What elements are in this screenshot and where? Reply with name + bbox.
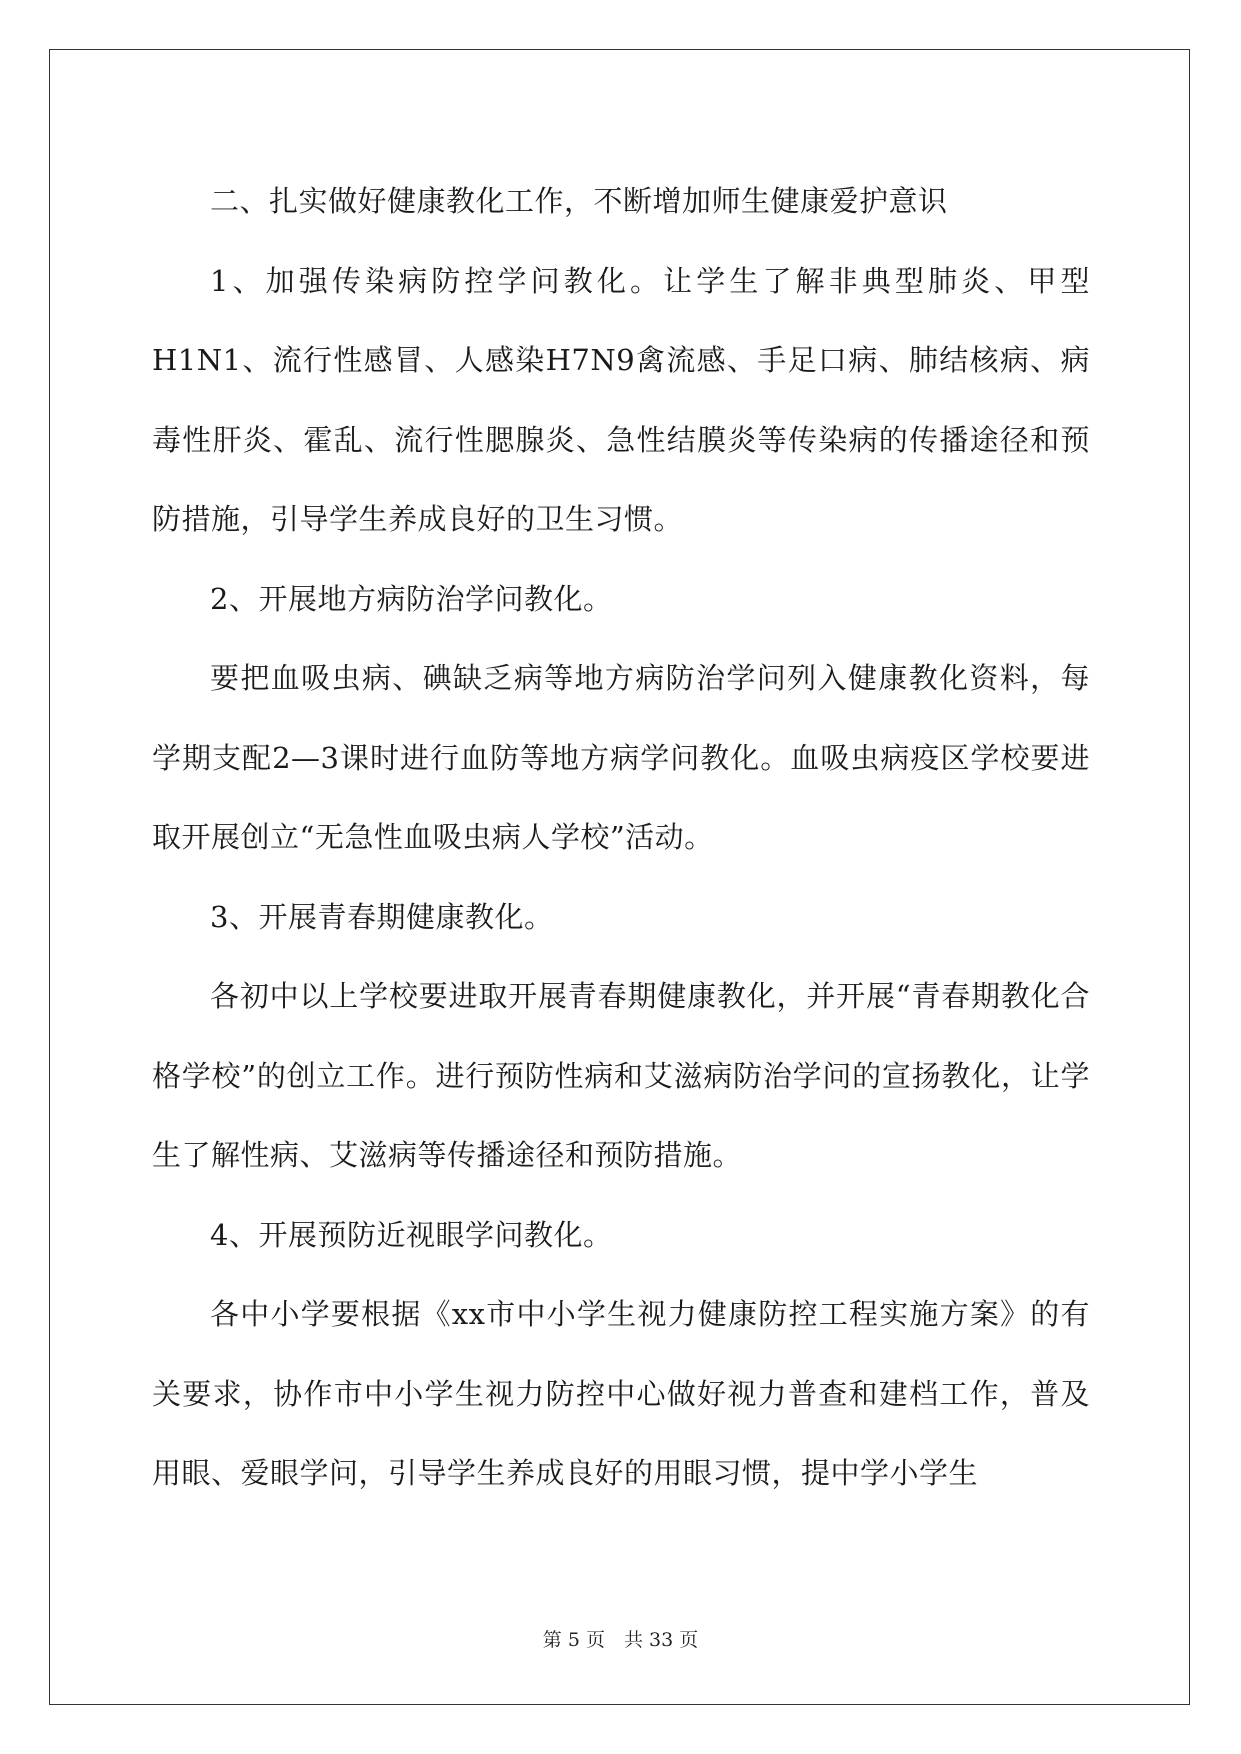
subsection-heading: 4、开展预防近视眼学问教化。 (210, 1217, 613, 1252)
paragraph: 各初中以上学校要进取开展青春期健康教化，并开展“青春期教化合格学校”的创立工作。进行预防性病和艾滋病防治学问的宣扬教化，让学生了解性病、艾滋病等传播途径和预防措施。 (152, 979, 1090, 1172)
document-body (152, 162, 1090, 1514)
page-number: 第 5 页 共 33 页 (542, 1629, 699, 1651)
section-heading: 二、扎实做好健康教化工作，不断增加师生健康爱护意识 (210, 184, 948, 218)
paragraph: 各中小学要根据《xx市中小学生视力健康防控工程实施方案》的有关要求，协作市中小学生视力防控中心做好视力普查和建档工作，普及用眼、爱眼学问，引导学生养成良好的用眼习惯，提中学小学生 (152, 1297, 1090, 1490)
paragraph: 1、加强传染病防控学问教化。让学生了解非典型肺炎、甲型H1N1、流行性感冒、人感染H7N9禽流感、手足口病、肺结核病、病毒性肝炎、霍乱、流行性腮腺炎、急性结膜炎等传染病的传播途径和预防措施，引导学生养成良好的卫生习惯。 (152, 263, 1090, 536)
subsection-heading: 2、开展地方病防治学问教化。 (210, 581, 613, 616)
subsection-heading: 3、开展青春期健康教化。 (210, 899, 554, 934)
paragraph: 要把血吸虫病、碘缺乏病等地方病防治学问列入健康教化资料，每学期支配2—3课时进行血防等地方病学问教化。血吸虫病疫区学校要进取开展创立“无急性血吸虫病人学校”活动。 (152, 661, 1090, 854)
